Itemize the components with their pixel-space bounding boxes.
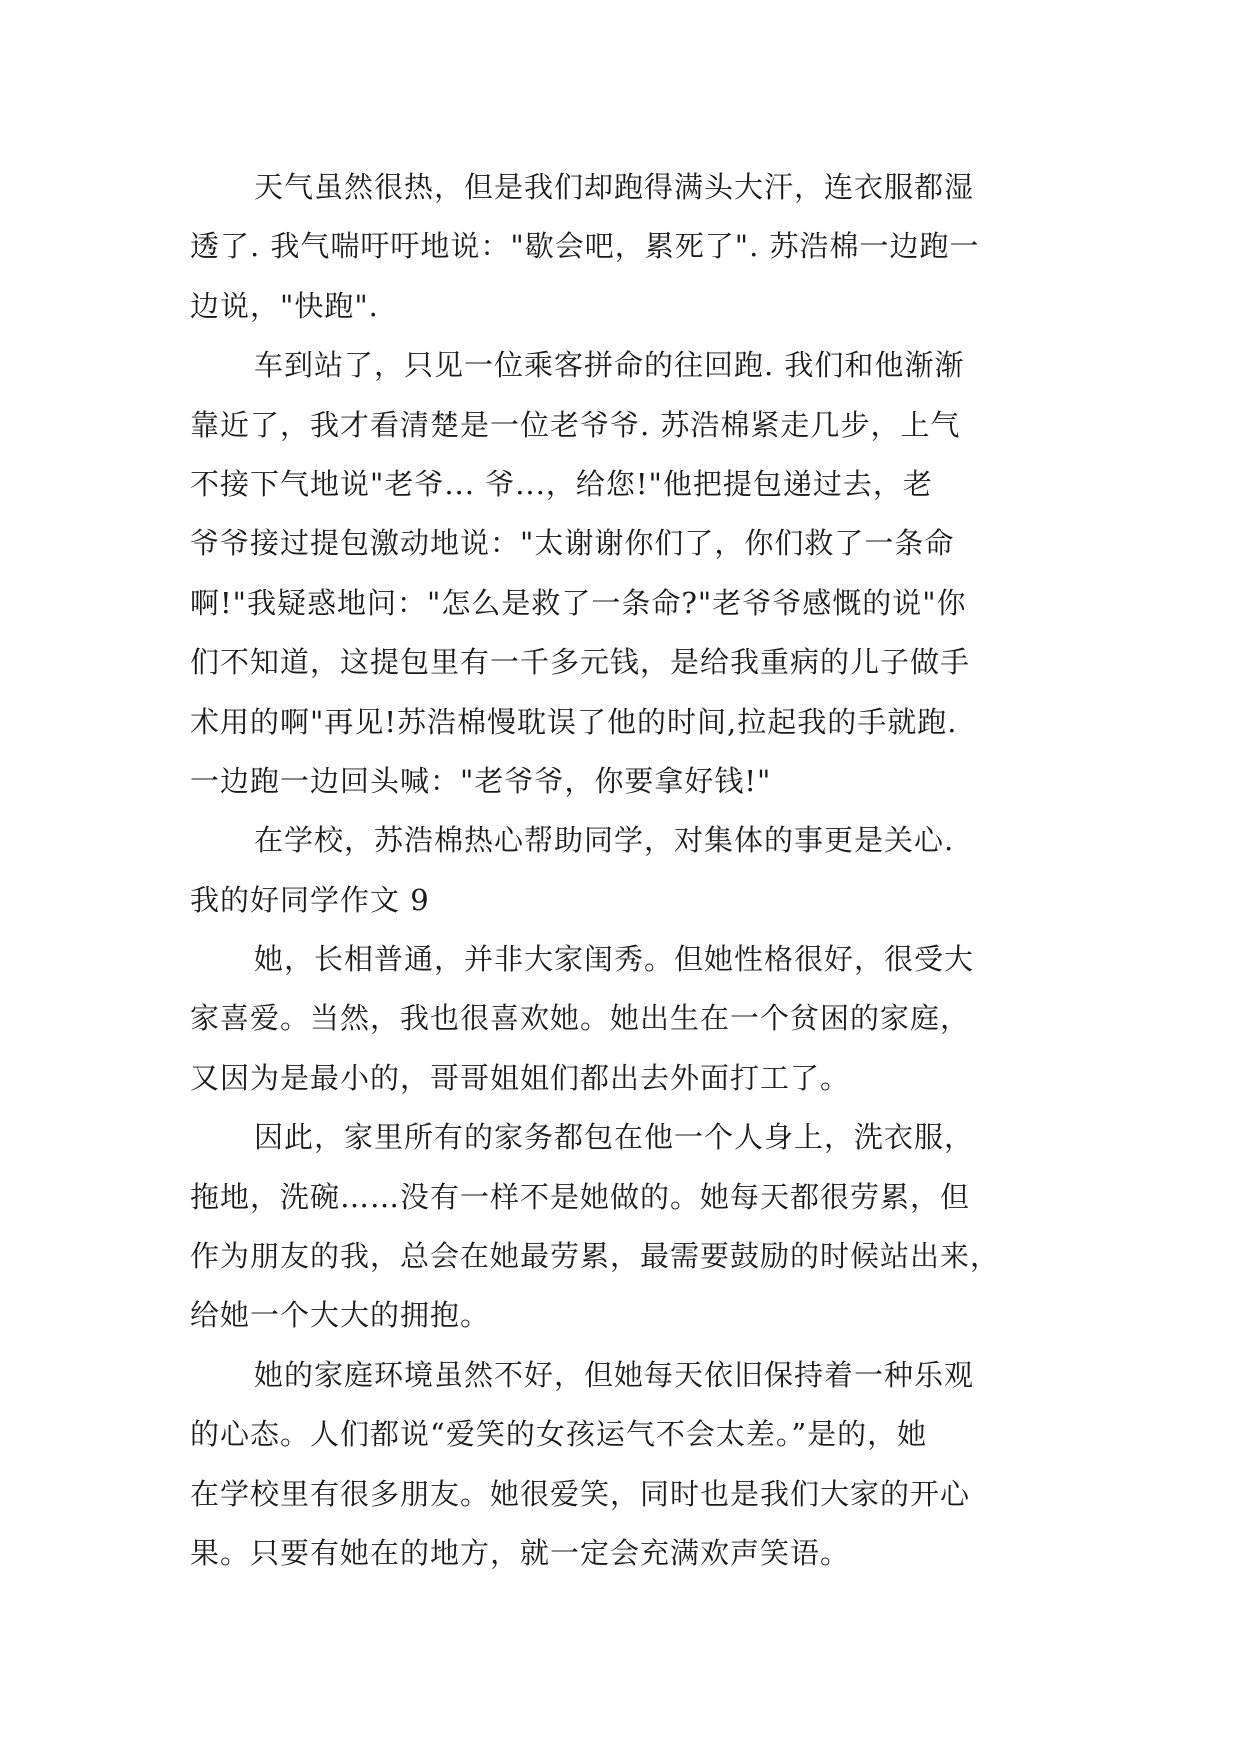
- paragraph-line: 她的家庭环境虽然不好，但她每天依旧保持着一种乐观: [254, 1357, 975, 1392]
- paragraph-line: 们不知道，这提包里有一千多元钱，是给我重病的儿子做手: [190, 645, 971, 680]
- paragraph-line: 给她一个大大的拥抱。: [190, 1298, 491, 1333]
- paragraph-line: 边说，"快跑".: [190, 288, 379, 323]
- paragraph-line: 因此，家里所有的家务都包在他一个人身上，洗衣服，: [254, 1120, 975, 1155]
- paragraph-line: 车到站了，只见一位乘客拼命的往回跑. 我们和他渐渐: [254, 348, 965, 383]
- section-heading: 我的好同学作文 9: [190, 882, 430, 917]
- paragraph-line: 在学校，苏浩棉热心帮助同学，对集体的事更是关心.: [254, 823, 955, 858]
- paragraph-line: 作为朋友的我，总会在她最劳累，最需要鼓励的时候站出来，: [190, 1239, 1001, 1274]
- paragraph-line: 啊!"我疑惑地问："怎么是救了一条命?"老爷爷感慨的说"你: [190, 585, 967, 620]
- paragraph-line: 她，长相普通，并非大家闺秀。但她性格很好，很受大: [254, 942, 975, 977]
- paragraph-line: 靠近了，我才看清楚是一位老爷爷. 苏浩棉紧走几步，上气: [190, 407, 961, 442]
- paragraph-line: 的心态。人们都说“爱笑的女孩运气不会太差。”是的，她: [190, 1417, 928, 1452]
- paragraph-line: 果。只要有她在的地方，就一定会充满欢声笑语。: [190, 1535, 851, 1570]
- article-body: [190, 158, 1070, 1583]
- paragraph-line: 又因为是最小的，哥哥姐姐们都出去外面打工了。: [190, 1060, 851, 1095]
- paragraph-line: 爷爷接过提包激动地说："太谢谢你们了，你们救了一条命: [190, 526, 955, 561]
- paragraph-line: 不接下气地说"老爷... 爷...，给您!"他把提包递过去，老: [190, 466, 933, 501]
- paragraph-line: 拖地，洗碗……没有一样不是她做的。她每天都很劳累，但: [190, 1179, 971, 1214]
- paragraph-line: 透了. 我气喘吁吁地说："歇会吧，累死了". 苏浩棉一边跑一: [190, 229, 980, 264]
- paragraph-line: 一边跑一边回头喊："老爷爷，你要拿好钱!": [190, 763, 772, 798]
- paragraph-line: 在学校里有很多朋友。她很爱笑，同时也是我们大家的开心: [190, 1476, 971, 1511]
- paragraph-line: 天气虽然很热，但是我们却跑得满头大汗，连衣服都湿: [254, 170, 975, 204]
- paragraph-line: 术用的啊"再见!苏浩棉慢耽误了他的时间,拉起我的手就跑.: [190, 704, 958, 739]
- paragraph-line: 家喜爱。当然，我也很喜欢她。她出生在一个贫困的家庭，: [190, 1001, 971, 1036]
